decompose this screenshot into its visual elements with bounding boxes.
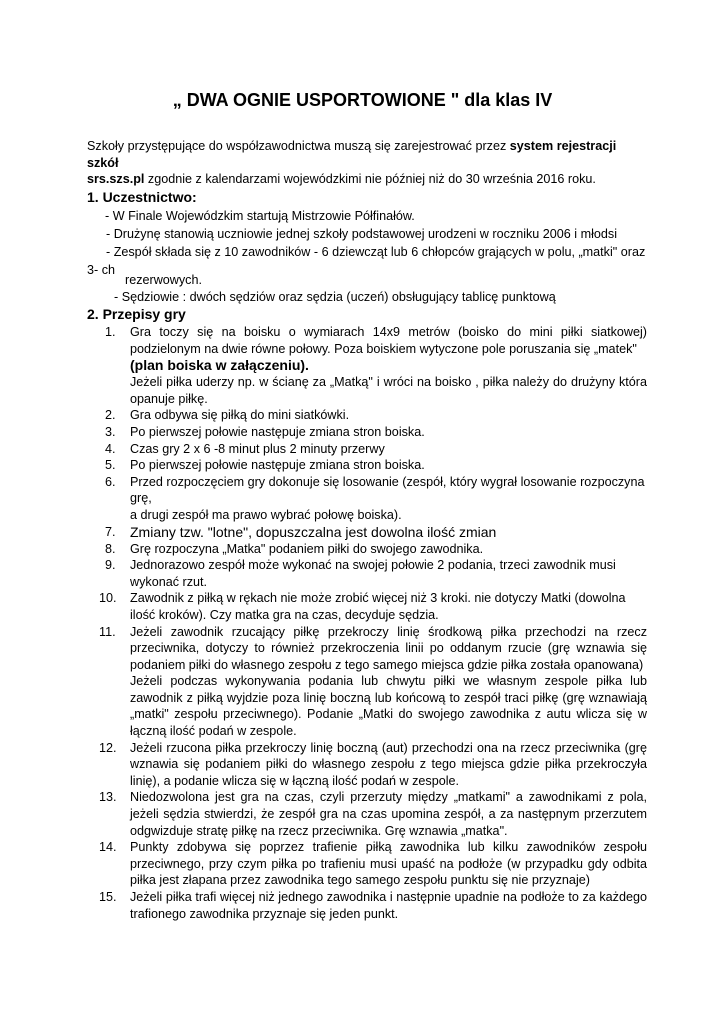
participation-line: - W Finale Wojewódzkim startują Mistrzowie Półfinałów. bbox=[105, 209, 415, 223]
rule-item bbox=[87, 624, 647, 740]
rule-number: 5. bbox=[105, 458, 116, 473]
rule-text: Czas gry 2 x 6 -8 minut plus 2 minuty przerwy bbox=[130, 441, 385, 456]
rule-number: 1. bbox=[105, 325, 116, 339]
rule-item bbox=[87, 839, 647, 889]
rule-item bbox=[87, 557, 647, 590]
rule-text: a drugi zespół ma prawo wybrać połowę boiska). bbox=[130, 507, 402, 522]
rule-text: Jednorazowo zespół może wykonać na swojej połowie 2 podania, trzeci zawodnik musi wykonać rzut. bbox=[130, 558, 616, 589]
rule-text: Po pierwszej połowie następuje zmiana stron boiska. bbox=[130, 424, 425, 439]
rule-text: Po pierwszej połowie następuje zmiana stron boiska. bbox=[130, 458, 425, 473]
rule-text: Punkty zdobywa się poprzez trafienie piłką zawodnika lub kilku zawodników zespołu przeciwnego, przy czym piłka po trafieniu musi upaść na podłoże (w przypadku gdy odbita piłka jest złapana przez zawodnika tego samego zespołu punktu się nie przyznaje) bbox=[130, 840, 647, 888]
rule-number: 12. bbox=[99, 740, 117, 755]
rules-list bbox=[87, 324, 647, 922]
rule-item bbox=[87, 740, 647, 790]
rule-number: 3. bbox=[105, 424, 116, 439]
participation-line: rezerwowych. bbox=[125, 273, 202, 287]
rule-number: 7. bbox=[105, 524, 116, 539]
rule-number: 11. bbox=[99, 624, 116, 639]
rule-item bbox=[87, 441, 647, 458]
rule-number: 10. bbox=[99, 591, 117, 606]
registration-url-text: srs.szs.pl bbox=[87, 172, 145, 187]
rule-text: Zmiany tzw. "lotne", dopuszczalna jest dowolna ilość zmian bbox=[130, 523, 497, 540]
intro-deadline-text: zgodnie z kalendarzami wojewódzkimi nie później niż do 30 września 2016 roku. bbox=[144, 172, 596, 187]
participation-line: - Zespół składa się z 10 zawodników - 6 dziewcząt lub 6 chłopców grających w polu, „matki" oraz bbox=[106, 245, 646, 259]
intro-text: Szkoły przystępujące do współzawodnictwa muszą się zarejestrować przez bbox=[87, 139, 510, 153]
rule-item bbox=[87, 889, 647, 922]
rule-item bbox=[87, 789, 647, 839]
participation-line: - Sędziowie : dwóch sędziów oraz sędzia (uczeń) obsługujący tablicę punktową bbox=[114, 290, 556, 304]
participation-line: - Drużynę stanowią uczniowie jednej szkoły podstawowej urodzeni w roczniku 2006 i młodsi bbox=[106, 227, 617, 241]
rule-text-bold: (plan boiska w załączeniu). bbox=[130, 357, 309, 374]
rule-text: Jeżeli zawodnik rzucający piłkę przekroczy linię środkową piłka przechodzi na rzecz przeciwnika, dotyczy to również przekroczenia linii po oddanym rzucie (grę wznawia się podaniem piłki do własnego zespołu z tego samego miejsca gdzie piłka została opanowana) bbox=[130, 624, 647, 672]
rule-text: Grę rozpoczyna „Matka" podaniem piłki do swojego zawodnika. bbox=[130, 541, 484, 556]
rule-text: Jeżeli piłka uderzy np. w ścianę za „Matką" i wróci na boisko , piłka należy do drużyny która opanuje piłkę. bbox=[130, 375, 647, 406]
rule-item bbox=[87, 324, 647, 407]
rule-number: 14. bbox=[99, 840, 117, 855]
rule-number: 4. bbox=[105, 441, 116, 456]
participation-line: 3- ch bbox=[87, 263, 115, 277]
rule-number: 13. bbox=[99, 790, 117, 805]
rule-text: Jeżeli piłka trafi więcej niż jednego zawodnika i następnie upadnie na podłoże to za każdego trafionego zawodnika przyznaje się jeden punkt. bbox=[130, 890, 647, 921]
document-title: „ DWA OGNIE USPORTOWIONE " dla klas IV bbox=[172, 90, 553, 110]
rule-text: Przed rozpoczęciem gry dokonuje się losowanie (zespół, który wygrał losowanie rozpoczyna grę, bbox=[130, 474, 645, 506]
rule-text: Niedozwolona jest gra na czas, czyli przerzuty między „matkami" a zawodnikami z pola, jeżeli sędzia stwierdzi, że zespół gra na czas upomina zespół, a za następnym przerzutem odgwizduje stratę piłkę na rzecz przeciwnika. Grę wznawia „matka". bbox=[130, 790, 647, 838]
rule-item bbox=[87, 457, 647, 474]
section-heading-participation: 1. Uczestnictwo: bbox=[87, 189, 197, 205]
rule-text: Gra toczy się na boisku o wymiarach 14x9 metrów (boisko do mini piłki siatkowej) podzielonym na dwie równe połowy. Poza boiskiem wytyczone pole poruszania się „matek" bbox=[130, 325, 647, 356]
section-heading-rules: 2. Przepisy gry bbox=[87, 306, 186, 322]
rule-text: Jeżeli rzucona piłka przekroczy linię boczną (aut) przechodzi ona na rzecz przeciwnika (grę wznawia się podaniem piłki do własnego zespołu z tego miejsca gdzie piłka przekroczyła linię), a podanie wlicza się w łączną ilość podań w zespole. bbox=[130, 740, 647, 788]
rule-item bbox=[87, 524, 647, 541]
rule-item bbox=[87, 474, 647, 524]
rule-item bbox=[87, 407, 647, 424]
rule-text: Gra odbywa się piłką do mini siatkówki. bbox=[130, 408, 350, 423]
rule-number: 2. bbox=[105, 408, 116, 423]
intro-paragraph bbox=[87, 138, 647, 188]
registration-system-text: system rejestracji szkół bbox=[87, 139, 617, 170]
rule-item bbox=[87, 541, 647, 558]
rule-number: 6. bbox=[105, 474, 116, 489]
rule-number: 15. bbox=[99, 890, 117, 904]
rule-item bbox=[87, 424, 647, 441]
rule-text: Jeżeli podczas wykonywania podania lub chwytu piłki we własnym zespole piłka lub zawodnik z piłką wyjdzie poza linię boczną lub końcową to zespół traci piłkę (grę wznawiają „matki" zespołu przeciwnego). Podanie „Matki do swojego zawodnika z autu wlicza się w łączną ilość podań w zespole. bbox=[130, 674, 647, 739]
rule-number: 8. bbox=[105, 541, 116, 556]
rule-item bbox=[87, 590, 647, 623]
rule-number: 9. bbox=[105, 558, 116, 573]
rule-text: Zawodnik z piłką w rękach nie może zrobić więcej niż 3 kroki. nie dotyczy Matki (dowolna ilość kroków). Czy matka gra na czas, decyduje sędzia. bbox=[130, 591, 626, 622]
